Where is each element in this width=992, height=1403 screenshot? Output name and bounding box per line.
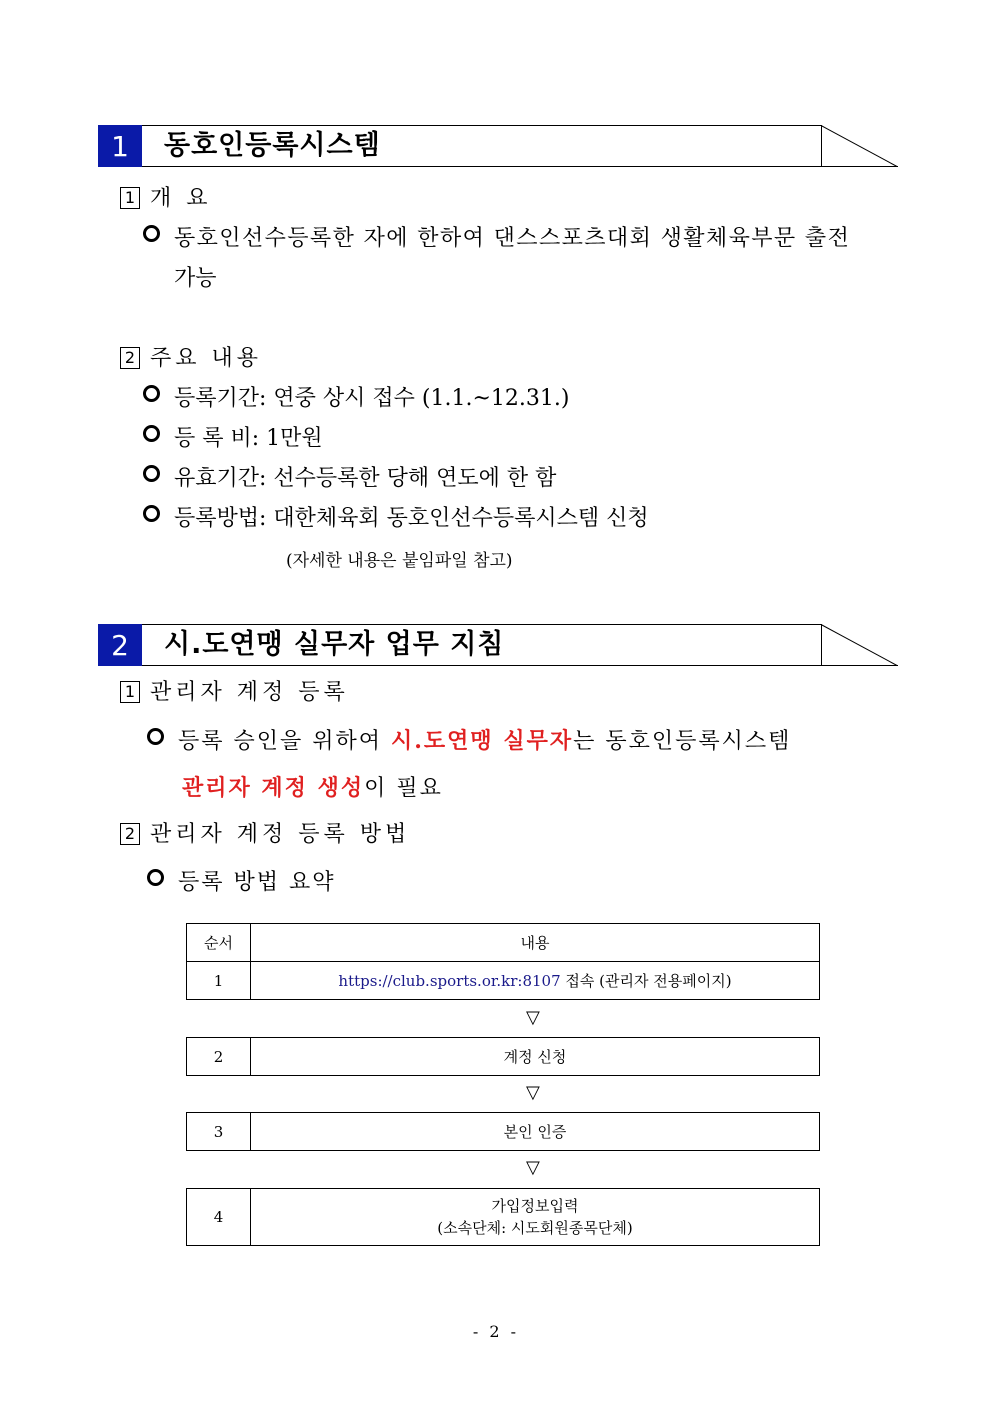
- table-row: [186, 1112, 820, 1151]
- step-number: 2: [187, 1038, 251, 1075]
- table-header-content: 내용: [520, 933, 550, 952]
- main-item-text: 등록기간: 연중 상시 접수 (1.1.~12.31.): [174, 386, 570, 411]
- bullet-circle-icon: [143, 465, 160, 482]
- step-content: 계정 신청: [503, 1047, 567, 1066]
- step-content: [251, 962, 819, 999]
- main-item: [143, 464, 556, 494]
- table-row: [186, 1188, 820, 1246]
- reg-bullet-text-a: 등록 승인을 위하여: [178, 729, 391, 754]
- overview-bullet: [143, 224, 903, 254]
- method-heading: [120, 820, 410, 850]
- method-bullet: [147, 868, 336, 898]
- reg-bullet-text-b: 는 동호인등록시스템: [573, 729, 792, 754]
- overview-heading: [120, 184, 212, 214]
- section-1-title: 동호인등록시스템: [164, 130, 381, 161]
- section-2-title: 시.도연맹 실무자 업무 지침: [164, 629, 505, 660]
- overview-title: 개 요: [150, 186, 212, 211]
- section-2-number: 2: [98, 624, 142, 666]
- down-arrow-icon: ▽: [526, 1007, 540, 1028]
- down-arrow-icon: ▽: [526, 1157, 540, 1178]
- section-2-header: [98, 624, 898, 666]
- down-arrow-icon: ▽: [526, 1082, 540, 1103]
- main-item: [143, 424, 323, 454]
- table-header-order: 순서: [187, 924, 251, 961]
- main-title: 주요 내용: [150, 346, 263, 371]
- reg-marker: 1: [120, 681, 140, 703]
- bullet-circle-icon: [143, 505, 160, 522]
- overview-bullet-text: 동호인선수등록한 자에 한하여 댄스스포츠대회 생활체육부문 출전: [174, 226, 851, 251]
- main-item: [143, 384, 569, 414]
- step-number: 1: [187, 962, 251, 999]
- overview-marker: 1: [120, 187, 140, 209]
- table-row: [186, 1037, 820, 1076]
- section-1-triangle-decoration: [821, 125, 898, 167]
- bullet-circle-icon: [143, 425, 160, 442]
- step-text-line-1: 가입정보입력: [491, 1197, 579, 1215]
- reg-bullet: [147, 726, 791, 757]
- reg-bullet-highlight-1: 시.도연맹 실무자: [391, 728, 574, 754]
- table-row: [186, 961, 820, 1000]
- main-note: (자세한 내용은 붙임파일 참고): [286, 551, 513, 571]
- table-header-row: [186, 923, 820, 962]
- section-1-number: 1: [98, 125, 142, 167]
- reg-heading: [120, 678, 349, 708]
- section-2-triangle-decoration: [821, 624, 898, 666]
- step-number: 3: [187, 1113, 251, 1150]
- main-marker: 2: [120, 347, 140, 369]
- bullet-circle-icon: [147, 869, 164, 886]
- reg-title: 관리자 계정 등록: [150, 680, 349, 705]
- step-text: 접속 (관리자 전용페이지): [560, 971, 732, 990]
- bullet-circle-icon: [143, 225, 160, 242]
- section-1-header: [98, 125, 898, 167]
- step-content: [251, 1189, 819, 1245]
- step-content: 본인 인증: [503, 1122, 567, 1141]
- method-bullet-text: 등록 방법 요약: [178, 870, 336, 895]
- main-item-text: 등록방법: 대한체육회 동호인선수등록시스템 신청: [174, 506, 649, 531]
- reg-bullet-highlight-2: 관리자 계정 생성: [182, 775, 365, 801]
- bullet-circle-icon: [143, 385, 160, 402]
- step-number: 4: [187, 1189, 251, 1245]
- method-title: 관리자 계정 등록 방법: [150, 822, 411, 847]
- page-number: - 2 -: [472, 1322, 520, 1341]
- main-heading: [120, 344, 262, 374]
- overview-bullet-continuation: 가능: [174, 266, 217, 291]
- step-text-line-2: (소속단체: 시도회원종목단체): [437, 1219, 633, 1237]
- main-item-text: 유효기간: 선수등록한 당해 연도에 한 함: [174, 466, 557, 491]
- reg-bullet-text-c: 이 필요: [364, 776, 443, 801]
- admin-page-link[interactable]: https://club.sports.or.kr:8107: [338, 971, 561, 990]
- main-item: [143, 504, 649, 534]
- bullet-circle-icon: [147, 728, 164, 745]
- method-marker: 2: [120, 823, 140, 845]
- main-item-text: 등 록 비: 1만원: [174, 426, 323, 451]
- reg-bullet-continuation: [182, 773, 443, 804]
